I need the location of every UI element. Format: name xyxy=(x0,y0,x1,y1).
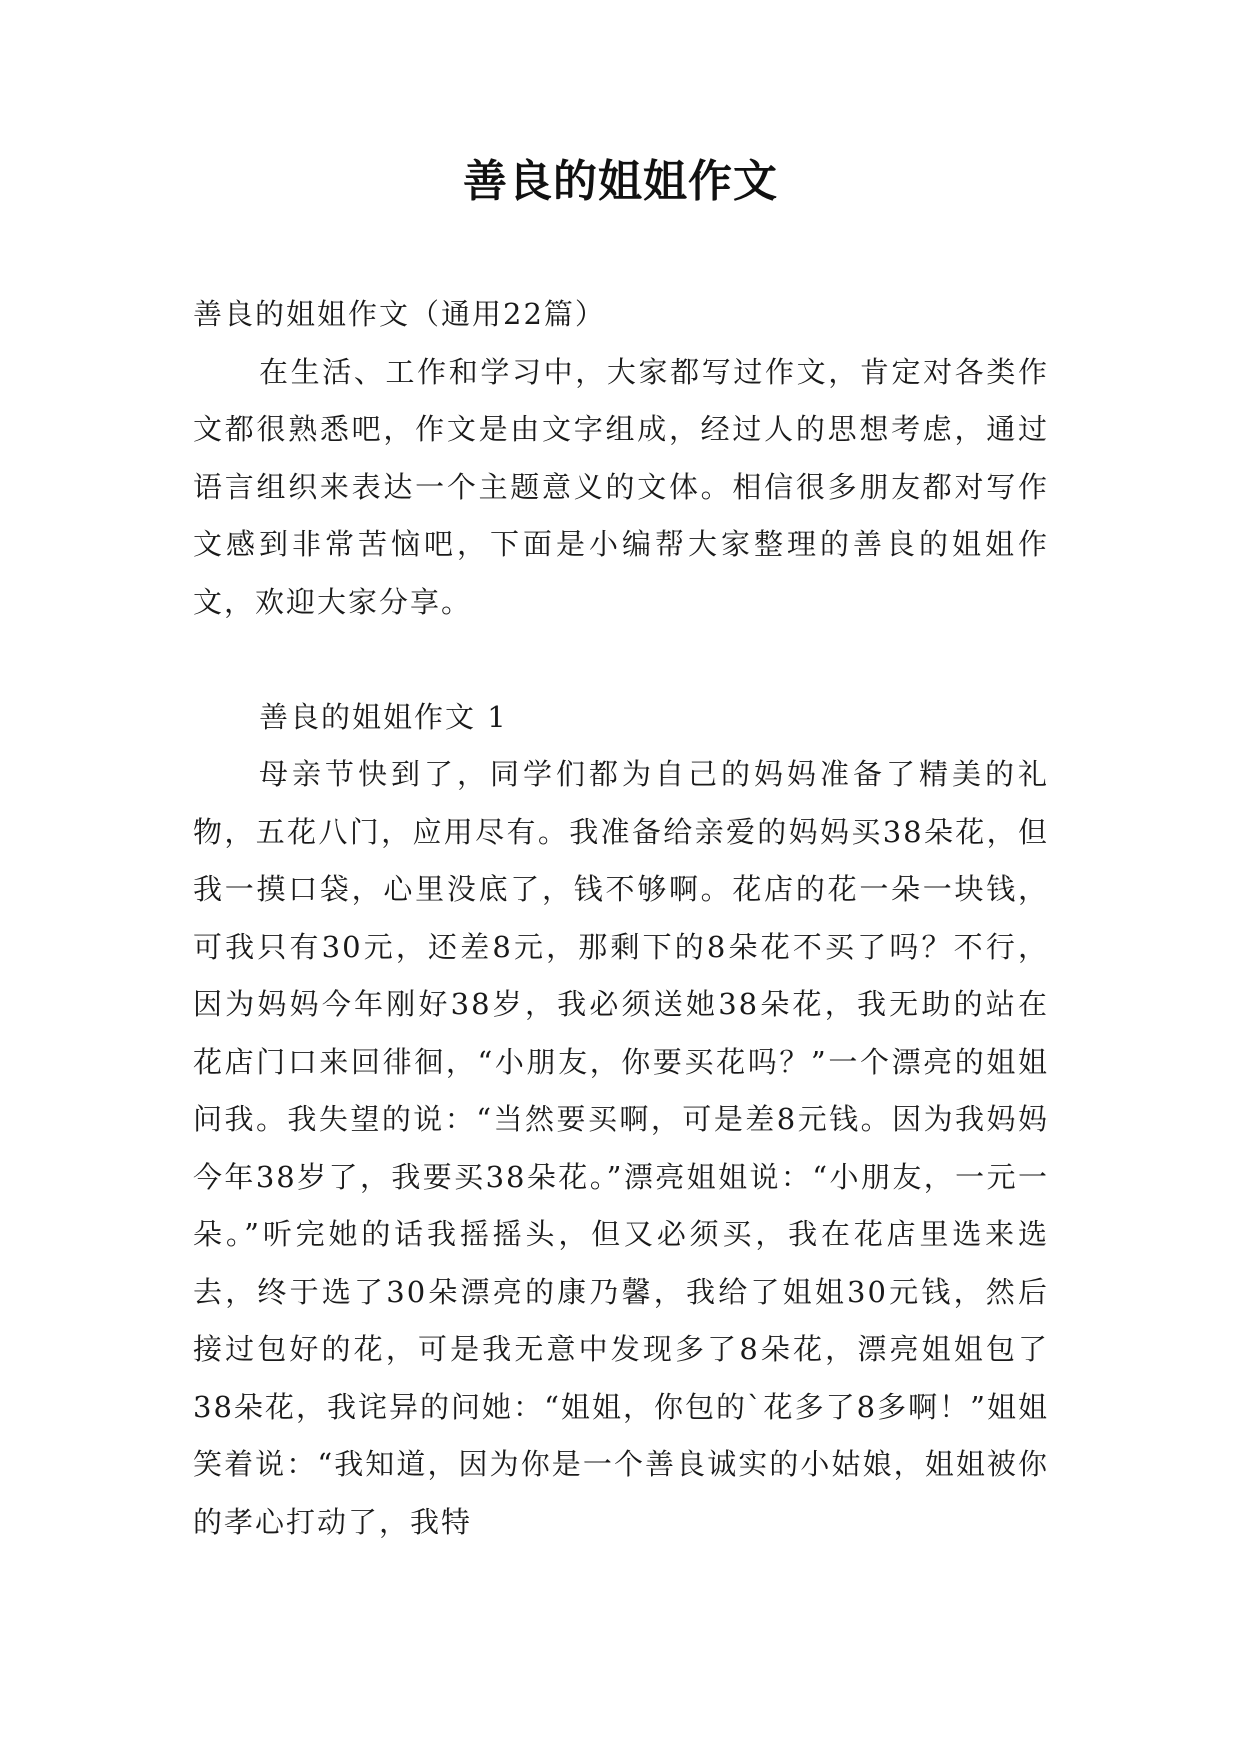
document-body xyxy=(193,286,1049,1551)
paragraph-spacer xyxy=(193,631,1049,689)
document-subtitle: 善良的姐姐作文（通用22篇） xyxy=(193,297,606,331)
intro-paragraph: 在生活、工作和学习中，大家都写过作文，肯定对各类作文都很熟悉吧，作文是由文字组成，经过人的思想考虑，通过语言组织来表达一个主题意义的文体。相信很多朋友都对写作文感到非常苦恼吧，下面是小编帮大家整理的善良的姐姐作文，欢迎大家分享。 xyxy=(193,354,1049,619)
page-title: 善良的姐姐作文 xyxy=(463,156,778,207)
section-paragraph: 母亲节快到了，同学们都为自己的妈妈准备了精美的礼物，五花八门，应用尽有。我准备给亲爱的妈妈买38朵花，但我一摸口袋，心里没底了，钱不够啊。花店的花一朵一块钱，可我只有30元，还差8元，那剩下的8朵花不买了吗？不行，因为妈妈今年刚好38岁，我必须送她38朵花，我无助的站在花店门口来回徘徊，“小朋友，你要买花吗？”一个漂亮的姐姐问我。我失望的说：“当然要买啊，可是差8元钱。因为我妈妈今年38岁了，我要买38朵花。”漂亮姐姐说：“小朋友，一元一朵。”听完她的话我摇摇头，但又必须买，我在花店里选来选去，终于选了30朵漂亮的康乃馨，我给了姐姐30元钱，然后接过包好的花，可是我无意中发现多了8朵花，漂亮姐姐包了38朵花，我诧异的问她：“姐姐，你包的`花多了8多啊！”姐姐笑着说：“我知道，因为你是一个善良诚实的小姑娘，姐姐被你的孝心打动了，我特 xyxy=(193,757,1049,1539)
section-heading: 善良的姐姐作文 1 xyxy=(259,699,508,734)
